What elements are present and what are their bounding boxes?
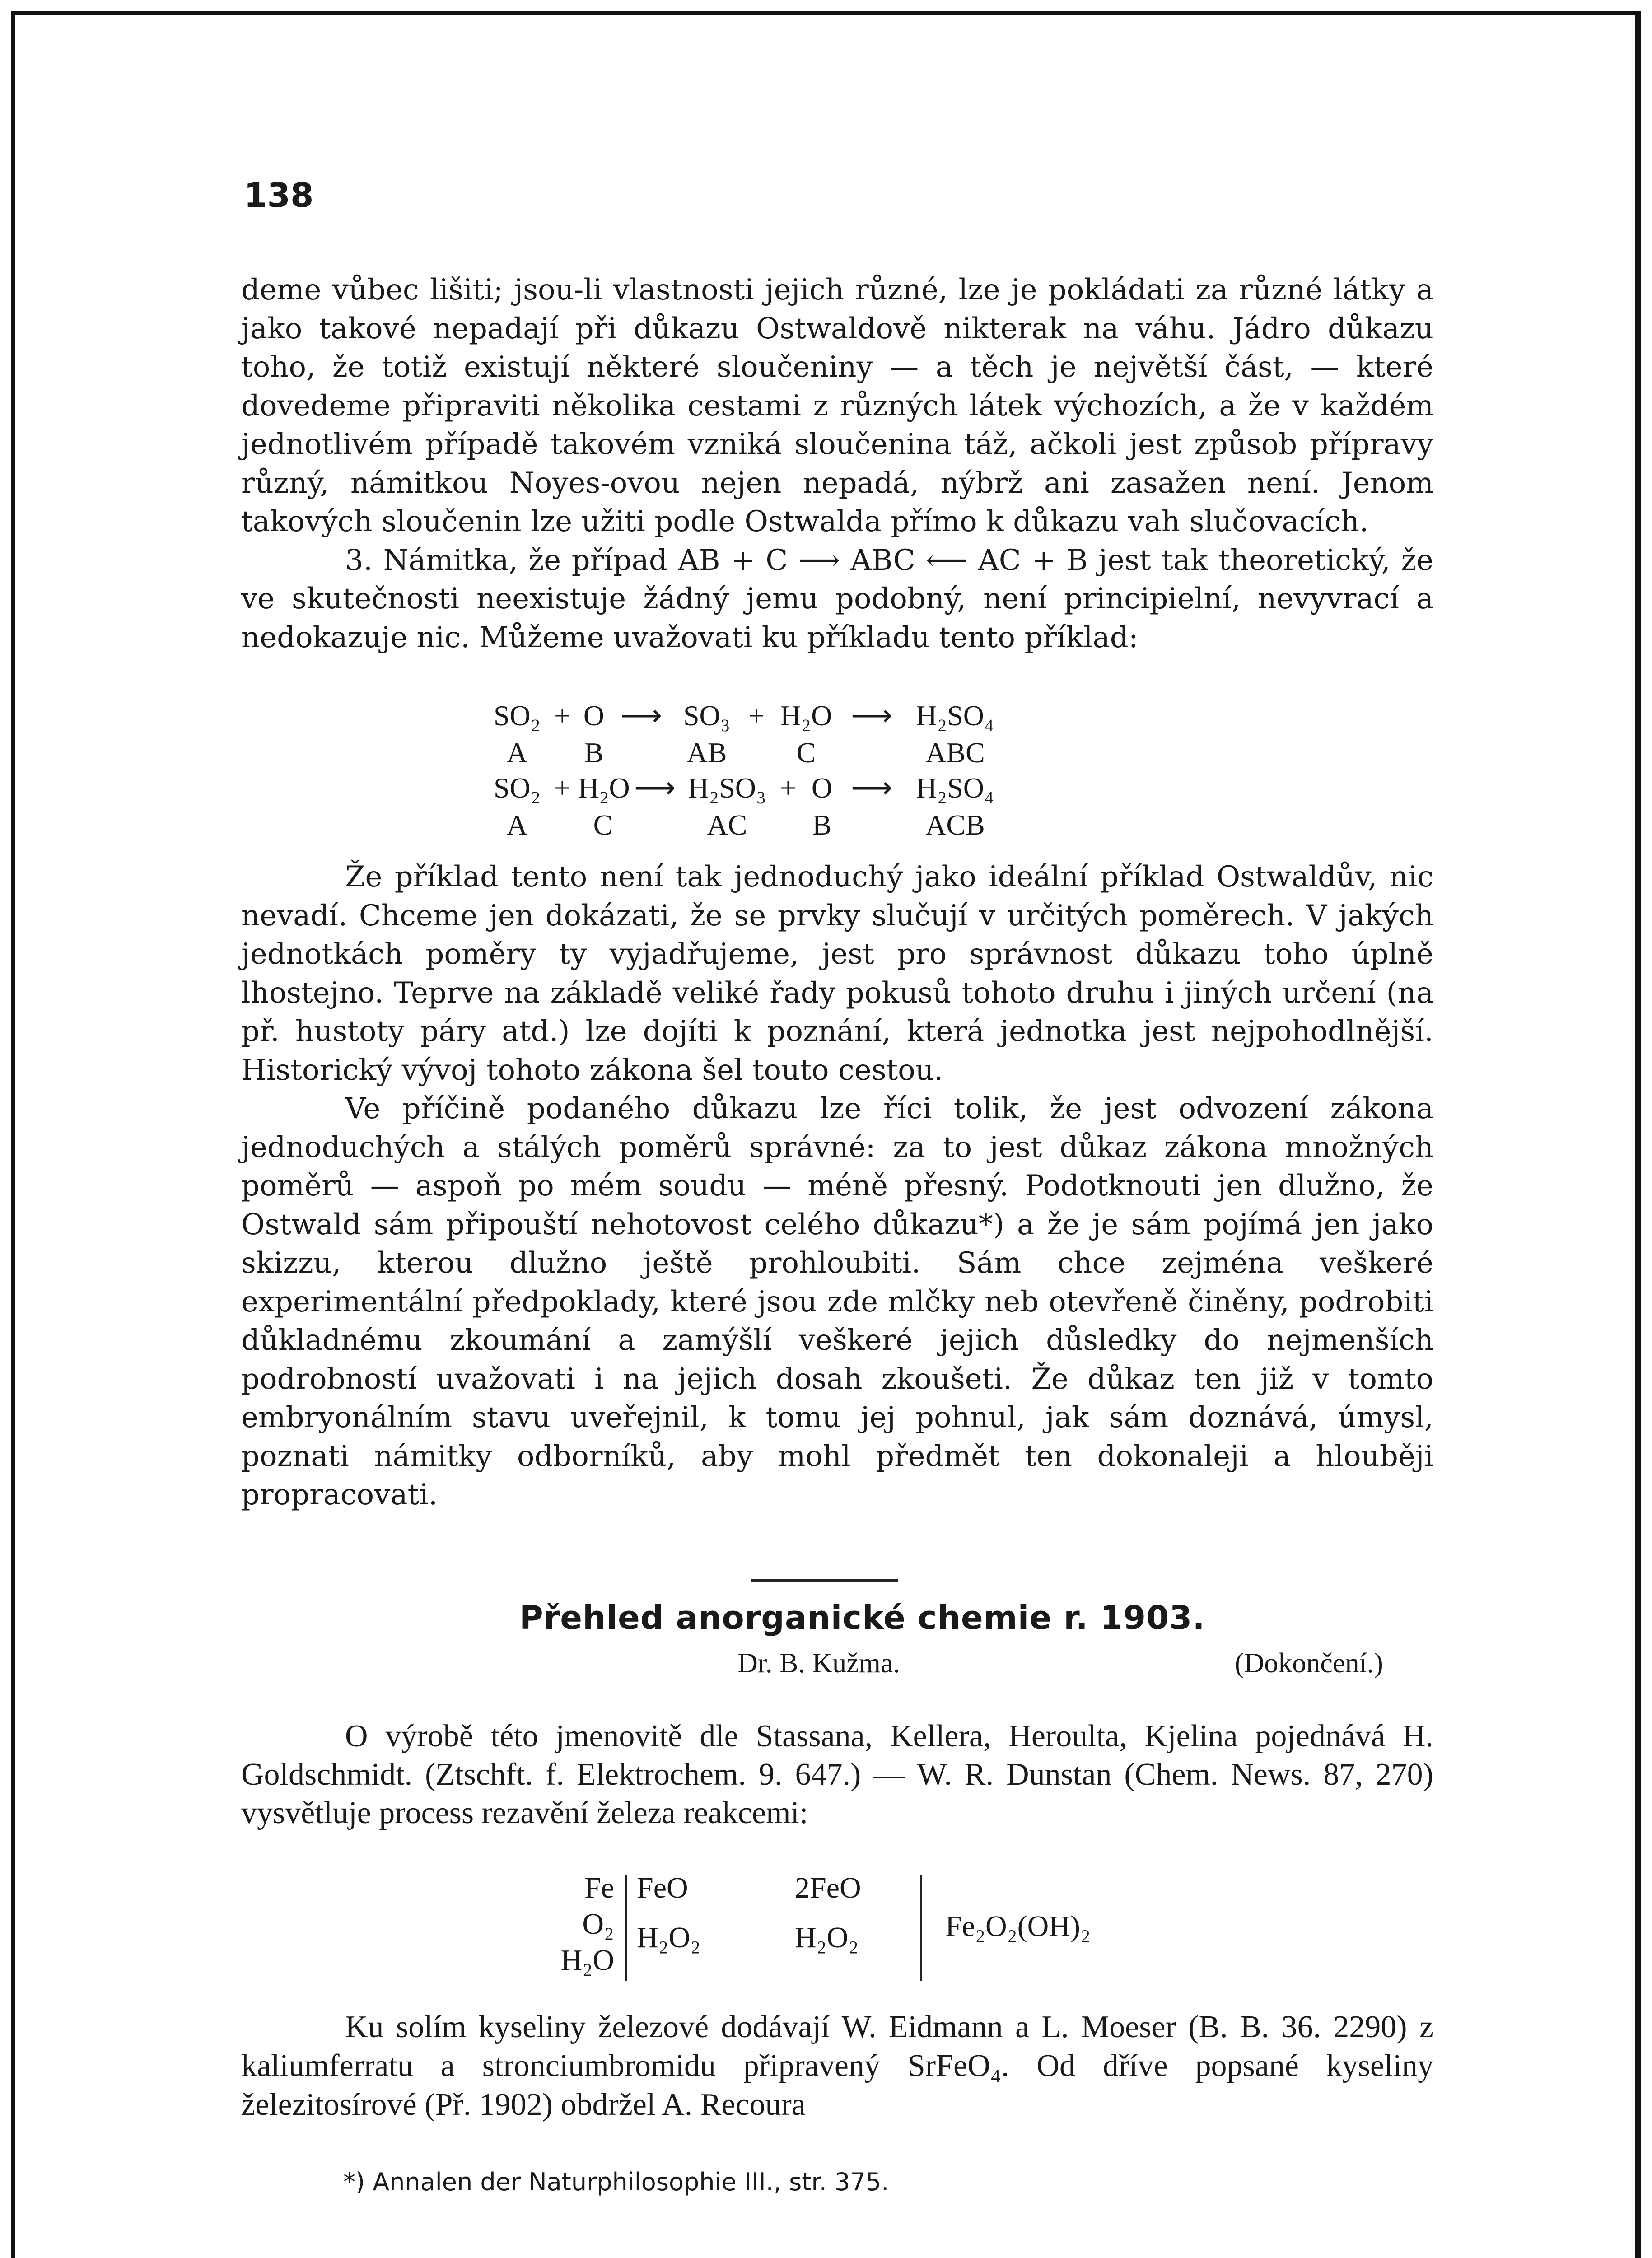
eq-label: ACB (925, 809, 985, 841)
eq-term: SO₃ (683, 700, 731, 732)
eq-plus: + (779, 772, 797, 804)
equation-row-1 (488, 696, 1219, 732)
text-block-section (241, 1717, 1433, 1832)
eq-plus: + (748, 700, 765, 732)
text-block-bottom (241, 2008, 1433, 2124)
eq-label: AC (707, 809, 747, 841)
eq-label: C (796, 737, 816, 769)
paragraph-5: O výrobě této jmenovitě dle Stassana, Kellera, Heroulta, Kjelina pojednává H. Goldschmidt. (Ztschft. f. Elektrochem. 9. 647.) — W. R. Dunstan (Chem. News. 87, 270) vysvětluje process rezavění železa reakcemi: (241, 1719, 1433, 1830)
text-block-top (241, 271, 1433, 657)
product-fe2o2oh2: Fe₂O₂(OH)₂ (945, 1910, 1091, 1943)
eq-term: O (583, 700, 605, 732)
product-h2o2: H₂O₂ (637, 1921, 701, 1954)
text-block-middle (241, 858, 1433, 1515)
table-divider (920, 1875, 922, 1981)
page-number: 138 (244, 176, 314, 215)
product-h2o2-2: H₂O₂ (795, 1921, 859, 1954)
eq-term: H₂SO₃ (688, 772, 766, 804)
product-2feo: 2FeO (795, 1871, 861, 1904)
eq-plus: + (554, 700, 571, 732)
eq-term: H₂SO₄ (916, 700, 994, 732)
equation-row-2 (488, 732, 1219, 769)
paragraph-4: Ve příčině podaného důkazu lze říci tolik, že jest odvození zákona jednoduchých a stálých poměrů správné: za to jest důkaz zákona množných poměrů — aspoň po mém soudu — méně přesný. Podotknouti jen dlužno, že Ostwald sám připouští nehotovost celého důkazu*) a že je sám pojímá jen jako skizzu, kterou dlužno ještě prohloubiti. Sám chce zejména veškeré experimentální předpoklady, které jsou zde mlčky neb otevřeně činěny, podrobiti důkladnému zkoumání a zamýšlí veškeré jejich důsledky do nejmenších podrobností uvažovati i na jejich dosah zkoušeti. Že důkaz ten již v tomto embryonálním stavu uveřejnil, k tomu jej pohnul, jak sám doznává, úmysl, poznati námitky odborníků, aby mohl předmět ten dokonaleji a hlouběji propracovati. (241, 1092, 1433, 1512)
eq-term: H₂SO₄ (916, 772, 994, 804)
equation-row-4 (488, 805, 1219, 841)
eq-term: SO₂ (493, 772, 541, 804)
eq-label: A (506, 809, 528, 841)
eq-arrow: ⟶ (851, 700, 892, 732)
section-title: Přehled anorganické chemie r. 1903. (519, 1599, 1205, 1637)
table-divider (625, 1875, 627, 1981)
equation-row-3 (488, 769, 1219, 805)
paragraph-2: 3. Námitka, že případ AB + C ⟶ ABC ⟵ AC + B jest tak theoretický, že ve skutečnosti neexistuje žádný jemu podobný, není principielní, nevyvrací a nedokazuje nic. Můžeme uvažovati ku příkladu tento příklad: (241, 543, 1433, 654)
reactant-o2: O₂ (582, 1908, 614, 1941)
eq-term: SO₂ (493, 700, 541, 732)
paragraph-3: Že příklad tento není tak jednoduchý jako ideální příklad Ostwaldův, nic nevadí. Chceme jen dokázati, že se prvky slučují v určitých poměrech. V jakých jednotkách poměry ty vyjadřujeme, jest pro správnost důkazu toho úplně lhostejno. Teprve na základě veliké řady pokusů tohoto druhu i jiných určení (na př. hustoty páry atd.) lze dojíti k poznání, která jednotka jest nejpohodlnější. Historický vývoj tohoto zákona šel touto cestou. (241, 860, 1433, 1087)
eq-plus: + (554, 772, 571, 804)
eq-label: ABC (925, 737, 985, 769)
paragraph-1: deme vůbec lišiti; jsou-li vlastnosti jejich různé, lze je pokládati za různé látky a jako takové nepadají při důkazu Ostwaldově nikterak na váhu. Jádro důkazu toho, že totiž existují některé sloučeniny — a těch je největší část, — které dovedeme připraviti několika cestami z různých látek výchozích, a že v každém jednotlivém případě takovém vzniká sloučenina táž, ačkoli jest způsob přípravy různý, námitkou Noyes-ovou nejen nepadá, nýbrž ani zasažen není. Jenom takových sloučenin lze užiti podle Ostwalda přímo k důkazu vah slučovacích. (241, 273, 1433, 538)
paragraph-6: Ku solím kyseliny železové dodávají W. Eidmann a L. Moeser (B. B. 36. 2290) z kaliumferratu a stronciumbromidu připravený SrFeO₄. Od dříve popsané kyseliny železitosírové (Př. 1902) obdržel A. Recoura (241, 2010, 1433, 2122)
eq-label: A (506, 737, 528, 769)
eq-arrow: ⟶ (851, 772, 892, 804)
eq-arrow: ⟶ (634, 772, 676, 804)
eq-label: C (593, 809, 613, 841)
eq-term: O (811, 772, 833, 804)
eq-arrow: ⟶ (621, 700, 662, 732)
product-feo: FeO (637, 1871, 688, 1904)
author-line: Dr. B. Kužma. (737, 1648, 900, 1679)
reactant-h2o: H₂O (560, 1944, 614, 1977)
eq-label: B (812, 809, 832, 841)
equation-block (488, 696, 1219, 841)
reactant-fe: Fe (584, 1871, 614, 1904)
eq-term: H₂O (780, 700, 832, 732)
continuation-note: (Dokončení.) (1235, 1648, 1383, 1679)
eq-label: B (584, 737, 604, 769)
section-divider (751, 1579, 898, 1582)
footnote: *) Annalen der Naturphilosophie III., str. 375. (343, 2168, 889, 2196)
eq-term: H₂O (578, 772, 630, 804)
eq-label: AB (686, 737, 727, 769)
